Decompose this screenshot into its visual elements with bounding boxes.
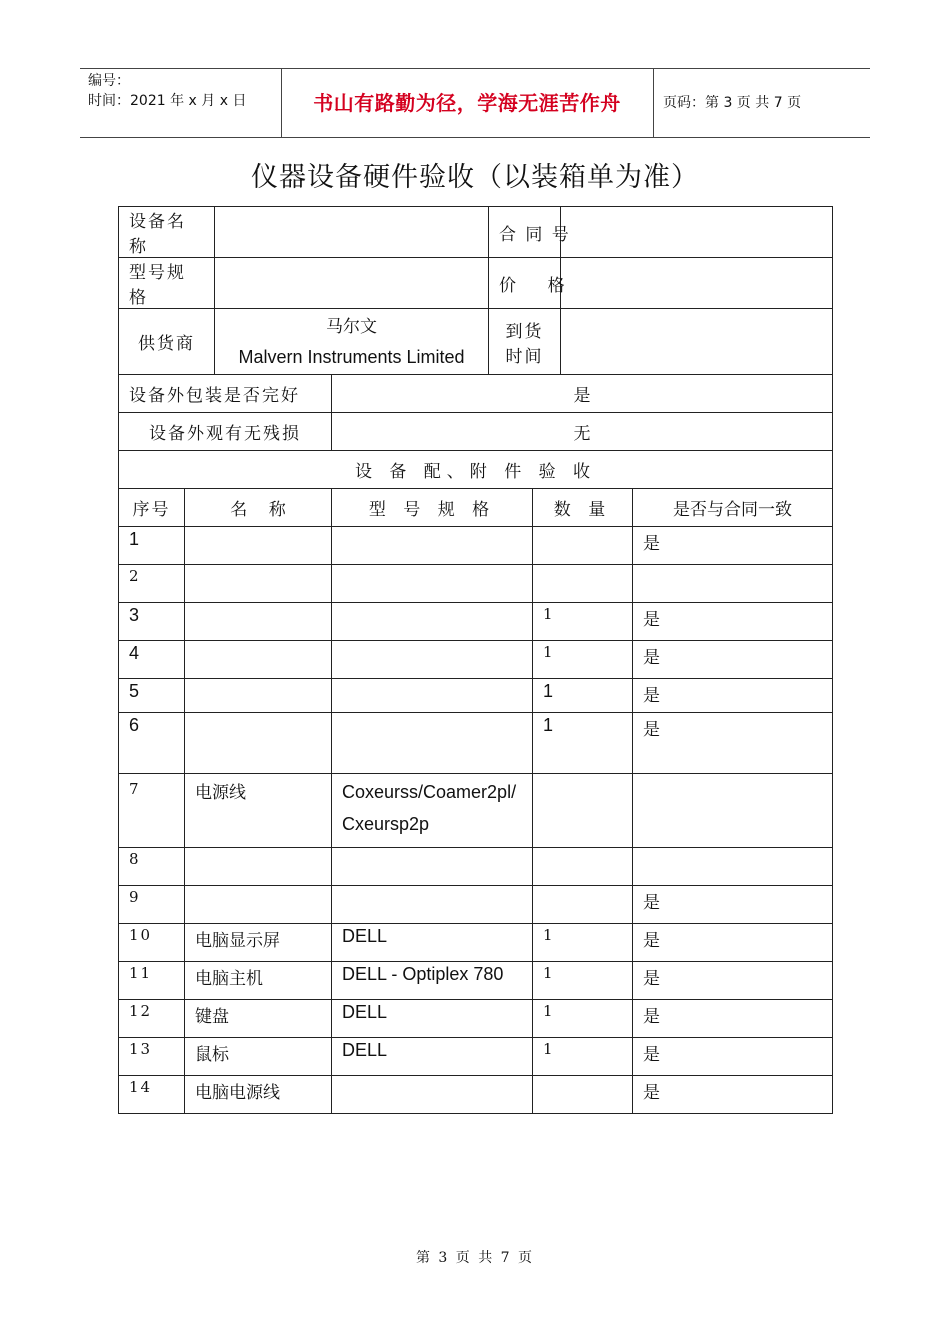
row-name [185,527,332,565]
row-qty [533,527,633,565]
arrival-label: 到货时间 [489,309,561,375]
header-meta [88,71,280,111]
row-model [332,774,533,848]
row-name [185,679,332,713]
row-model [332,527,533,565]
row-name [185,886,332,924]
row-model: DELL [332,1038,533,1076]
info-row-model [119,258,833,309]
price-value [561,258,833,309]
page-header [80,68,870,138]
row-model-line: Coxeurss/Coamer2pl/ [342,782,517,802]
row-match: 是 [633,962,833,1000]
arrival-value [561,309,833,375]
row-qty: 1 [533,713,633,774]
header-divider [653,69,654,137]
row-match: 是 [633,1000,833,1038]
row-seq: 5 [119,679,185,713]
model-label: 型号规格 [119,258,215,309]
table-row [119,641,833,679]
row-qty [533,774,633,848]
row-qty: 1 [533,962,633,1000]
row-model [332,713,533,774]
table-row [119,603,833,641]
row-qty: 1 [533,679,633,713]
info-row-device [119,207,833,258]
row-name: 电脑显示屏 [185,924,332,962]
row-seq: 12 [119,1000,185,1038]
contract-label: 合 同 号 [489,207,561,258]
row-qty [533,1076,633,1114]
row-name: 键盘 [185,1000,332,1038]
header-page-number: 页码：第 3 页 共 7 页 [663,95,802,111]
damage-value: 无 [332,413,833,451]
row-match: 是 [633,1038,833,1076]
supplier-value [215,309,489,375]
section-title: 设 备 配、附 件 验 收 [119,451,833,489]
col-seq-header: 序号 [119,489,185,527]
row-match: 是 [633,886,833,924]
supplier-name-cn: 马尔文 [326,316,377,337]
row-model: DELL [332,924,533,962]
row-match: 是 [633,603,833,641]
damage-label: 设备外观有无残损 [119,413,332,451]
section-title-row [119,451,833,489]
model-value [215,258,489,309]
row-seq: 9 [119,886,185,924]
row-model [332,1076,533,1114]
row-name: 电脑主机 [185,962,332,1000]
row-match: 是 [633,1076,833,1114]
row-seq: 1 [119,527,185,565]
col-qty-header: 数 量 [533,489,633,527]
device-name-label: 设备名称 [119,207,215,258]
price-label: 价 格 [489,258,561,309]
row-match: 是 [633,713,833,774]
table-row [119,774,833,848]
row-match [633,565,833,603]
row-name [185,641,332,679]
table-row [119,713,833,774]
document-title: 仪器设备硬件验收（以装箱单为准） [251,162,699,193]
table-row [119,565,833,603]
row-match [633,848,833,886]
col-model-header: 型 号 规 格 [332,489,533,527]
row-qty: 1 [533,641,633,679]
row-qty [533,565,633,603]
row-qty [533,848,633,886]
row-match [633,774,833,848]
table-row [119,1076,833,1114]
row-qty: 1 [533,603,633,641]
row-qty: 1 [533,1038,633,1076]
header-code: 编号： [88,73,130,89]
table-row [119,962,833,1000]
row-model [332,603,533,641]
info-row-damage [119,413,833,451]
table-row [119,1000,833,1038]
row-model: DELL - Optiplex 780 [332,962,533,1000]
row-model [332,565,533,603]
row-match: 是 [633,679,833,713]
row-seq: 6 [119,713,185,774]
contract-value [561,207,833,258]
info-row-package [119,375,833,413]
row-seq: 4 [119,641,185,679]
header-time: 时间：2021 年 x 月 x 日 [88,93,247,109]
device-name-value [215,207,489,258]
header-motto: 书山有路勤为径，学海无涯苦作舟 [313,91,621,115]
row-model [332,641,533,679]
row-seq: 13 [119,1038,185,1076]
row-match: 是 [633,527,833,565]
supplier-name-en: Malvern Instruments Limited [238,346,465,367]
table-row [119,679,833,713]
row-model [332,679,533,713]
row-model-line: Cxeursp2p [342,814,430,834]
row-seq: 2 [119,565,185,603]
row-name [185,713,332,774]
row-qty: 1 [533,924,633,962]
package-value: 是 [332,375,833,413]
col-match-header: 是否与合同一致 [633,489,833,527]
table-row [119,1038,833,1076]
row-model [332,848,533,886]
row-qty: 1 [533,1000,633,1038]
row-match: 是 [633,641,833,679]
table-row [119,886,833,924]
row-match: 是 [633,924,833,962]
row-name [185,848,332,886]
row-qty [533,886,633,924]
acceptance-table [118,206,833,1114]
col-name-header: 名 称 [185,489,332,527]
row-name: 电源线 [185,774,332,848]
row-name: 电脑电源线 [185,1076,332,1114]
page-footer: 第 3 页 共 7 页 [415,1250,535,1266]
table-row [119,924,833,962]
info-row-supplier [119,309,833,375]
supplier-label: 供货商 [119,309,215,375]
table-row [119,527,833,565]
row-model [332,886,533,924]
row-seq: 10 [119,924,185,962]
package-label: 设备外包装是否完好 [119,375,332,413]
row-name: 鼠标 [185,1038,332,1076]
row-name [185,565,332,603]
row-name [185,603,332,641]
row-seq: 8 [119,848,185,886]
table-row [119,848,833,886]
row-seq: 11 [119,962,185,1000]
row-seq: 14 [119,1076,185,1114]
row-seq: 3 [119,603,185,641]
row-seq: 7 [119,774,185,848]
column-header-row [119,489,833,527]
row-model: DELL [332,1000,533,1038]
